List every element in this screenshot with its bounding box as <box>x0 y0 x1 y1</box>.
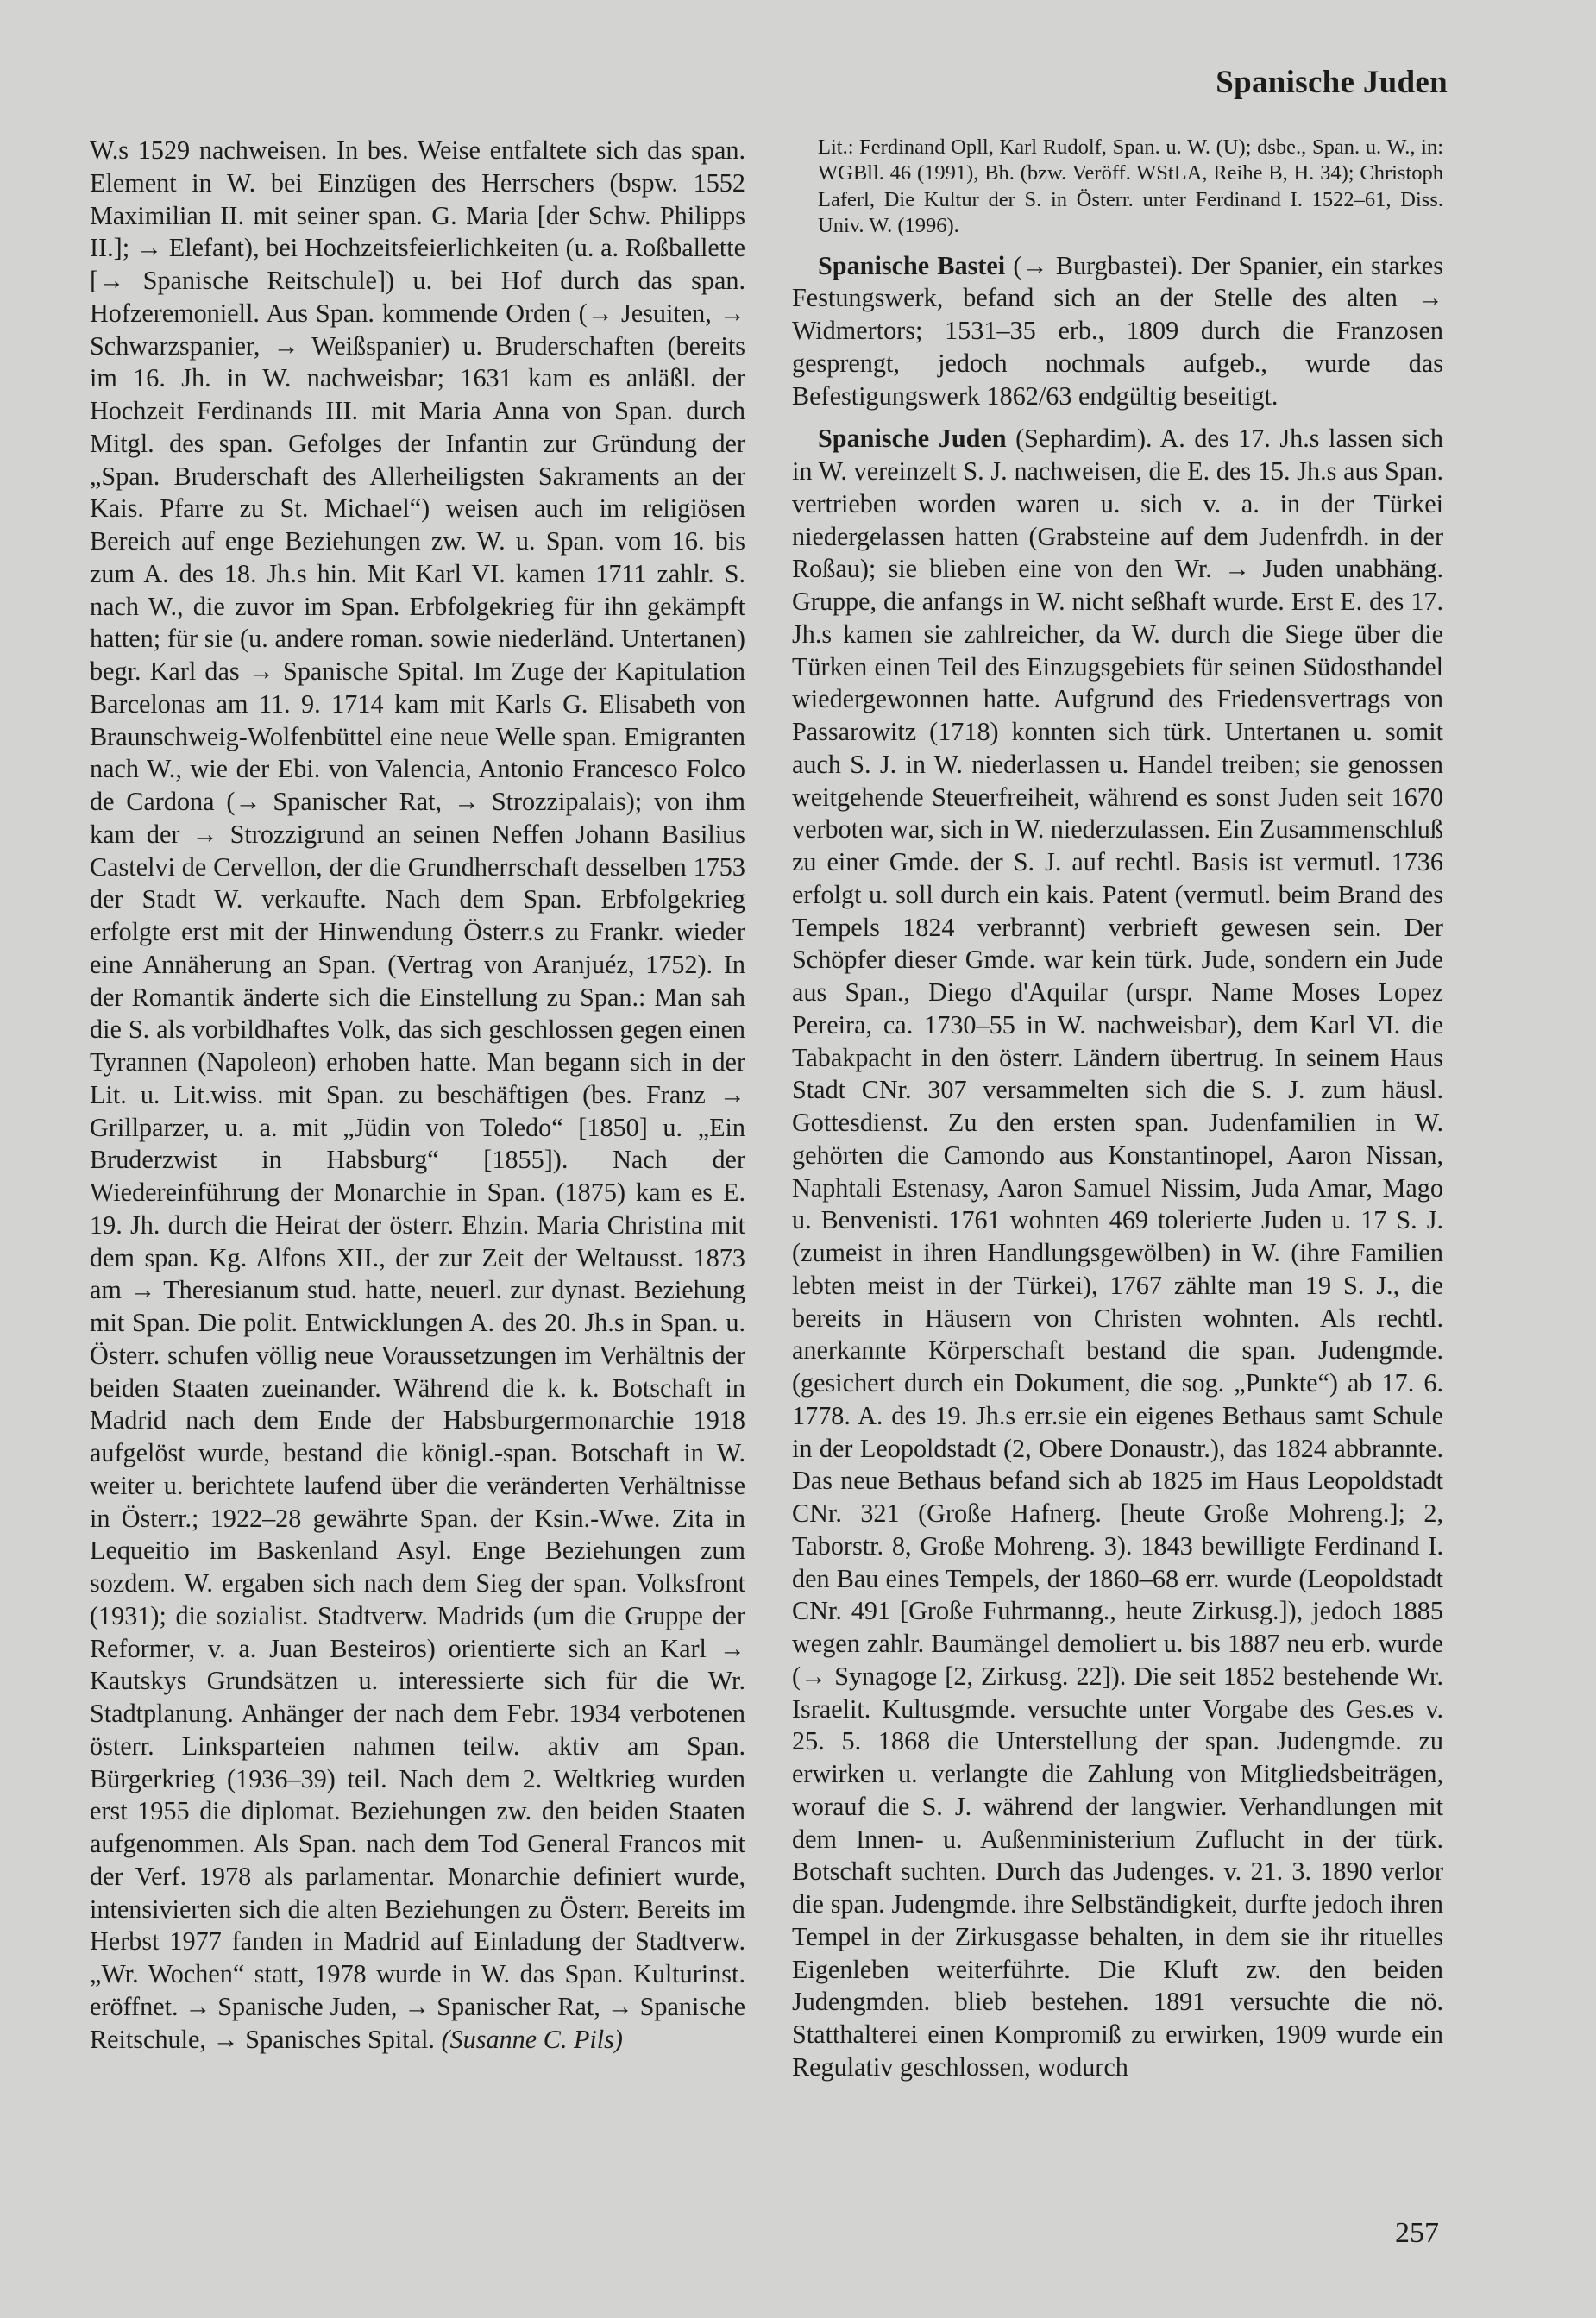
entry-text: (Sephardim). A. des 17. Jh.s lassen sich in W. vereinzelt S. J. nachweisen, die E. des 15. Jh.s aus Span. vertrieben worden waren u. sich v. a. in der Türkei niedergelassen hatten (Grabsteine auf dem Judenfrdh. in der Roßau); sie blieben eine von den Wr. → Juden unabhäng. Gruppe, die anfangs in W. nicht seßhaft wurde. Erst E. des 17. Jh.s kamen sie zahlreicher, da W. durch die Siege über die Türken einen Teil des Einzugsgebiets für seinen Südosthandel wiedergewonnen hatte. Aufgrund des Friedensvertrags von Passarowitz (1718) konnten sich türk. Untertanen u. somit auch S. J. in W. niederlassen u. Handel treiben; sie genossen weitgehende Steuerfreiheit, während es sonst Juden seit 1670 verboten war, sich in W. niederzulassen. Ein Zusammenschluß zu einer Gmde. der S. J. auf rechtl. Basis ist vermutl. 1736 erfolgt u. soll durch ein kais. Patent (vermutl. beim Brand des Tempels 1824 verbrannt) verbrieft gewesen sein. Der Schöpfer dieser Gmde. war kein türk. Jude, sondern ein Jude aus Span., Diego d'Aquilar (urspr. Name Moses Lopez Pereira, ca. 1730–55 in W. nachweisbar), dem Karl VI. die Tabakpacht in den österr. Ländern übertrug. In seinem Haus Stadt CNr. 307 versammelten sich die S. J. zum häusl. Gottesdienst. Zu den ersten span. Judenfamilien in W. gehörten die Camondo aus Konstantinopel, Aaron Nissan, Naphtali Estenasy, Aaron Samuel Nissim, Juda Amar, Mago u. Benvenisti. 1761 wohnten 469 tolerierte Juden u. 17 S. J. (zumeist in ihren Handlungsgewölben) in W. (ihre Familien lebten meist in der Türkei), 1767 zählte man 19 S. J., die bereits in Häusern von Christen wohnten. Als rechtl. anerkannte Körperschaft bestand die span. Judengmde. (gesichert durch ein Dokument, die sog. „Punkte“) ab 17. 6. 1778. A. des 19. Jh.s err.sie ein eigenes Bethaus samt Schule in der Leopoldstadt (2, Obere Donaustr.), das 1824 abbrannte. Das neue Bethaus befand sich ab 1825 im Haus Leopoldstadt CNr. 321 (Große Hafnerg. [heute Große Mohreng.]; 2, Taborstr. 8, Große Mohreng. 3). 1843 bewilligte Ferdinand I. den Bau eines Tempels, der 1860–68 err. wurde (Leopoldstadt CNr. 491 [Große Fuhrmanng., heute Zirkusg.]), jedoch 1885 wegen zahlr. Baumängel demoliert u. bis 1887 neu erb. wurde (→ Synagoge [2, Zirkusg. 22]). Die seit 1852 bestehende Wr. Israelit. Kultusgmde. versuchte unter Vorgabe des Ges.es v. 25. 5. 1868 die Unterstellung der span. Judengmde. zu erwirken u. verlangte die Zahlung von Mitgliedsbeiträgen, worauf die S. J. während der langwier. Verhandlungen mit dem Innen- u. Außenministerium Zuflucht in der türk. Botschaft suchten. Durch das Judenges. v. 21. 3. 1890 verlor die span. Judengmde. ihre Selbständigkeit, durfte jedoch ihren Tempel in der Zirkusgasse behalten, in dem sie ihr rituelles Eigenleben weiterführte. Die Kluft zw. den beiden Judengmden. blieb bestehen. 1891 versuchte die nö. Statthalterei einen Kompromiß zu erwirken, 1909 wurde ein Regulativ geschlossen, wodurch <box>792 424 1443 2082</box>
author-signature: (Susanne C. Pils) <box>441 2024 623 2054</box>
literature-references: Lit.: Ferdinand Opll, Karl Rudolf, Span. u. W. (U); dsbe., Span. u. W., in: WGBll. 46 (1991), Bh. (bzw. Veröff. WStLA, Reihe B, H. 34); Christoph Laferl, Die Kultur der S. in Österr. unter Ferdinand I. 1522–61, Diss. Univ. W. (1996). <box>818 135 1443 238</box>
entry-spanische-juden <box>792 423 1443 2083</box>
entry-spanische-bastei <box>792 250 1443 413</box>
headword: Spanische Juden <box>818 424 1007 454</box>
page-number: 257 <box>1395 2217 1439 2249</box>
headword: Spanische Bastei <box>818 250 1006 280</box>
left-column-text: W.s 1529 nachweisen. In bes. Weise entfaltete sich das span. Element in W. bei Einzügen des Herrschers (bspw. 1552 Maximilian II. mit seiner span. G. Maria [der Schw. Philipps II.]; → Elefant), bei Hochzeitsfeierlichkeiten (u. a. Roßballette [→ Spanische Reitschule]) u. bei Hof durch das span. Hofzeremoniell. Aus Span. kommende Orden (→ Jesuiten, → Schwarzspanier, → Weißspanier) u. Bruderschaften (bereits im 16. Jh. in W. nachweisbar; 1631 kam es anläßl. der Hochzeit Ferdinands III. mit Maria Anna von Span. durch Mitgl. des span. Gefolges der Infantin zur Gründung der „Span. Bruderschaft des Allerheiligsten Sakraments an der Kais. Pfarre zu St. Michael“) weisen auch im religiösen Bereich auf enge Beziehungen zw. W. u. Span. vom 16. bis zum A. des 18. Jh.s hin. Mit Karl VI. kamen 1711 zahlr. S. nach W., die zuvor im Span. Erbfolgekrieg für ihn gekämpft hatten; für sie (u. andere roman. sowie niederländ. Untertanen) begr. Karl das → Spanische Spital. Im Zuge der Kapitulation Barcelonas am 11. 9. 1714 kam mit Karls G. Elisabeth von Braunschweig-Wolfenbüttel eine neue Welle span. Emigranten nach W., wie der Ebi. von Valencia, Antonio Francesco Folco de Cardona (→ Spanischer Rat, → Strozzipalais); von ihm kam der → Strozzigrund an seinen Neffen Johann Basilius Castelvi de Cervellon, der die Grundherrschaft desselben 1753 der Stadt W. verkaufte. Nach dem Span. Erbfolgekrieg erfolgte erst mit der Hinwendung Österr.s zu Frankr. wieder eine Annäherung an Span. (Vertrag von Aranjuéz, 1752). In der Romantik änderte sich die Einstellung zu Span.: Man sah die S. als vorbildhaftes Volk, das sich geschlossen gegen einen Tyrannen (Napoleon) erhoben hatte. Man begann sich in der Lit. u. Lit.wiss. mit Span. zu beschäftigen (bes. Franz → Grillparzer, u. a. mit „Jüdin von Toledo“ [1850] u. „Ein Bruderzwist in Habsburg“ [1855]). Nach der Wiedereinführung der Monarchie in Span. (1875) kam es E. 19. Jh. durch die Heirat der österr. Ehzin. Maria Christina mit dem span. Kg. Alfons XII., der zur Zeit der Weltausst. 1873 am → Theresianum stud. hatte, neuerl. zur dynast. Beziehung mit Span. Die polit. Entwicklungen A. des 20. Jh.s in Span. u. Österr. schufen völlig neue Voraussetzungen im Verhältnis der beiden Staaten zueinander. Während die k. k. Botschaft in Madrid nach dem Ende der Habsburgermonarchie 1918 aufgelöst wurde, bestand die königl.-span. Botschaft in W. weiter u. berichtete laufend über die veränderten Verhältnisse in Österr.; 1922–28 gewährte Span. der Ksin.-Wwe. Zita in Lequeitio im Baskenland Asyl. Enge Beziehungen zum sozdem. W. ergaben sich nach dem Sieg der span. Volksfront (1931); die sozialist. Stadtverw. Madrids (um die Gruppe der Reformer, v. a. Juan Besteiros) orientierte sich an Karl → Kautskys Grundsätzen u. interessierte sich für die Wr. Stadtplanung. Anhänger der nach dem Febr. 1934 verbotenen österr. Linksparteien nahmen teilw. aktiv am Span. Bürgerkrieg (1936–39) teil. Nach dem 2. Weltkrieg wurden erst 1955 die diplomat. Beziehungen zw. den beiden Staaten aufgenommen. Als Span. nach dem Tod General Francos mit der Verf. 1978 als parlamentar. Monarchie definiert wurde, intensivierten sich die alten Beziehungen zu Österr. Bereits im Herbst 1977 fanden in Madrid auf Einladung der Stadtverw. „Wr. Wochen“ statt, 1978 wurde in W. das Span. Kulturinst. eröffnet. → Spanische Juden, → Spanischer Rat, → Spanische Reitschule, → Spanisches Spital. <box>90 135 745 2054</box>
entry-text: (→ Burgbastei). Der Spanier, ein starkes Festungswerk, befand sich an der Stelle des alten → Widmertors; 1531–35 erb., 1809 durch die Franzosen gesprengt, jedoch nochmals aufgeb., wurde das Befestigungswerk 1862/63 endgültig beseitigt. <box>792 250 1443 411</box>
running-head: Spanische Juden <box>1216 65 1448 100</box>
left-column <box>90 135 745 2056</box>
right-column <box>792 135 1443 2084</box>
article-continuation <box>90 135 745 2056</box>
